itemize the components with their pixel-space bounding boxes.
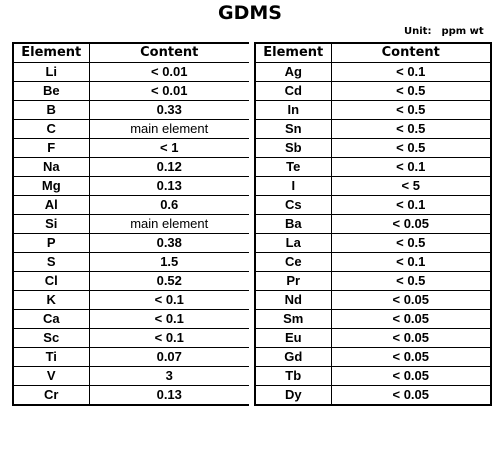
table-row — [13, 120, 250, 139]
content-cell: < 0.05 — [331, 291, 491, 310]
content-cell: < 0.1 — [331, 196, 491, 215]
element-cell: Cs — [255, 196, 331, 215]
table-row — [13, 101, 250, 120]
table-row — [255, 82, 491, 101]
element-cell: Ba — [255, 215, 331, 234]
element-cell: K — [13, 291, 89, 310]
table-row — [13, 272, 250, 291]
content-cell: < 0.1 — [89, 329, 250, 348]
element-cell: Mg — [13, 177, 89, 196]
content-cell: 1.5 — [89, 253, 250, 272]
table-row — [255, 272, 491, 291]
element-cell: S — [13, 253, 89, 272]
element-cell: La — [255, 234, 331, 253]
element-cell: F — [13, 139, 89, 158]
header-row — [13, 43, 250, 63]
table-row — [13, 234, 250, 253]
content-cell: 0.38 — [89, 234, 250, 253]
content-cell: < 0.05 — [331, 310, 491, 329]
content-cell: < 0.05 — [331, 367, 491, 386]
table-row — [255, 158, 491, 177]
table-row — [13, 386, 250, 406]
element-cell: Be — [13, 82, 89, 101]
table-row — [13, 177, 250, 196]
table-row — [255, 367, 491, 386]
content-cell: 0.33 — [89, 101, 250, 120]
content-cell: 0.6 — [89, 196, 250, 215]
content-header: Content — [89, 43, 250, 63]
table-row — [13, 82, 250, 101]
element-cell: Na — [13, 158, 89, 177]
content-cell: 0.13 — [89, 177, 250, 196]
table-row — [255, 177, 491, 196]
content-cell: < 0.5 — [331, 120, 491, 139]
content-cell: < 0.1 — [89, 310, 250, 329]
content-cell: 0.13 — [89, 386, 250, 406]
content-cell: < 1 — [89, 139, 250, 158]
content-cell: main element — [89, 215, 250, 234]
content-cell: < 0.5 — [331, 234, 491, 253]
table-row — [255, 348, 491, 367]
table-row — [255, 234, 491, 253]
table-row — [13, 253, 250, 272]
content-cell: < 0.05 — [331, 329, 491, 348]
element-cell: Sm — [255, 310, 331, 329]
content-cell: < 0.01 — [89, 82, 250, 101]
content-cell: < 0.01 — [89, 63, 250, 82]
content-cell: 0.07 — [89, 348, 250, 367]
element-cell: Dy — [255, 386, 331, 406]
header-row — [255, 43, 491, 63]
content-cell: 0.12 — [89, 158, 250, 177]
table-row — [13, 367, 250, 386]
element-cell: Cr — [13, 386, 89, 406]
content-cell: < 0.5 — [331, 101, 491, 120]
table-row — [13, 310, 250, 329]
content-cell: < 0.1 — [331, 63, 491, 82]
table-row — [255, 215, 491, 234]
table-row — [255, 101, 491, 120]
element-header: Element — [13, 43, 89, 63]
table-row — [13, 215, 250, 234]
table-row — [13, 348, 250, 367]
content-cell: < 0.5 — [331, 82, 491, 101]
content-cell: < 0.1 — [331, 253, 491, 272]
content-cell: < 5 — [331, 177, 491, 196]
content-cell: < 0.05 — [331, 386, 491, 406]
unit-note — [404, 26, 484, 37]
element-cell: Li — [13, 63, 89, 82]
right-element-table — [254, 42, 492, 406]
element-cell: C — [13, 120, 89, 139]
table-row — [13, 158, 250, 177]
element-cell: Si — [13, 215, 89, 234]
element-cell: Eu — [255, 329, 331, 348]
content-cell: < 0.05 — [331, 348, 491, 367]
content-cell: < 0.5 — [331, 272, 491, 291]
page-title: GDMS — [218, 2, 282, 24]
content-cell: main element — [89, 120, 250, 139]
element-cell: P — [13, 234, 89, 253]
element-cell: Tb — [255, 367, 331, 386]
table-row — [255, 120, 491, 139]
table-row — [255, 329, 491, 348]
element-cell: Ti — [13, 348, 89, 367]
element-cell: Ag — [255, 63, 331, 82]
element-cell: I — [255, 177, 331, 196]
table-row — [255, 386, 491, 406]
table-row — [13, 139, 250, 158]
content-header: Content — [331, 43, 491, 63]
element-cell: Ca — [13, 310, 89, 329]
element-cell: Sc — [13, 329, 89, 348]
element-cell: Sb — [255, 139, 331, 158]
table-row — [255, 291, 491, 310]
table-row — [255, 253, 491, 272]
element-cell: Al — [13, 196, 89, 215]
table-row — [255, 139, 491, 158]
element-cell: Pr — [255, 272, 331, 291]
content-cell: < 0.5 — [331, 139, 491, 158]
content-cell: 0.52 — [89, 272, 250, 291]
left-element-table — [12, 42, 251, 406]
content-cell: < 0.1 — [331, 158, 491, 177]
element-cell: Cd — [255, 82, 331, 101]
content-cell: 3 — [89, 367, 250, 386]
element-cell: Gd — [255, 348, 331, 367]
content-cell: < 0.1 — [89, 291, 250, 310]
table-row — [13, 196, 250, 215]
element-cell: V — [13, 367, 89, 386]
element-cell: Te — [255, 158, 331, 177]
table-row — [255, 63, 491, 82]
table-row — [13, 63, 250, 82]
element-cell: Ce — [255, 253, 331, 272]
table-row — [13, 329, 250, 348]
element-cell: Sn — [255, 120, 331, 139]
element-header: Element — [255, 43, 331, 63]
element-cell: Cl — [13, 272, 89, 291]
unit-value: ppm wt — [441, 26, 484, 37]
element-cell: Nd — [255, 291, 331, 310]
table-row — [255, 196, 491, 215]
element-cell: In — [255, 101, 331, 120]
table-row — [255, 310, 491, 329]
element-cell: B — [13, 101, 89, 120]
table-row — [13, 291, 250, 310]
content-cell: < 0.05 — [331, 215, 491, 234]
unit-label: Unit: — [404, 26, 432, 37]
